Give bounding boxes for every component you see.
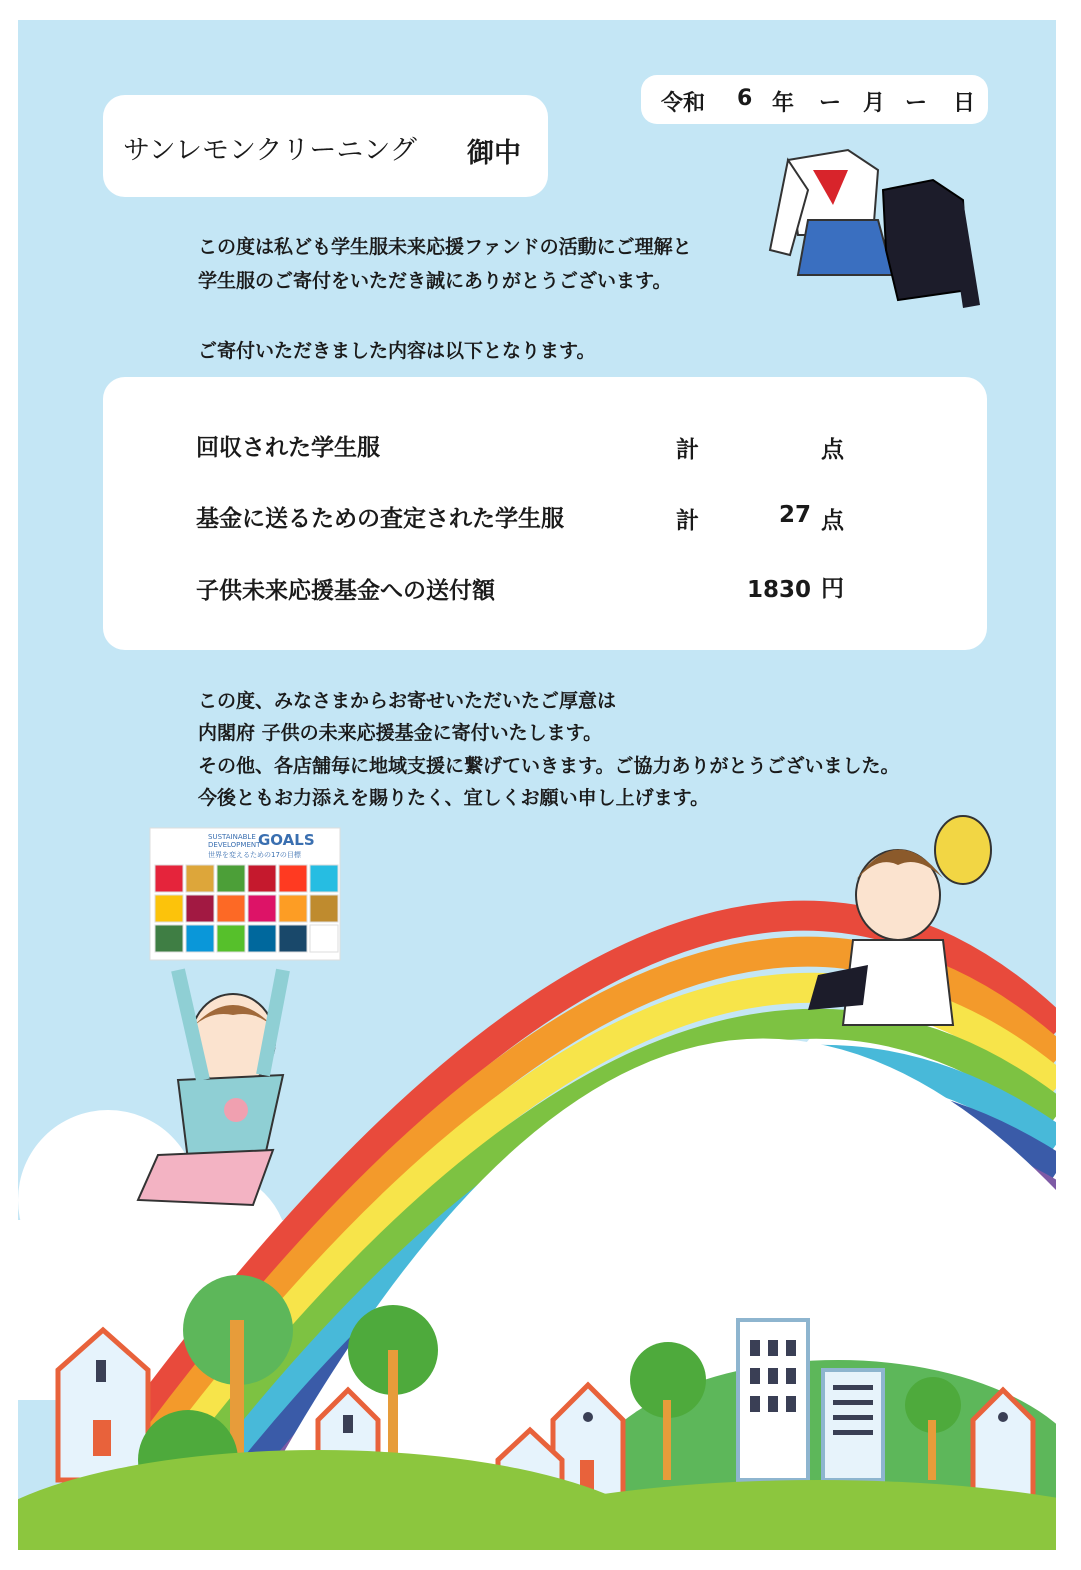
sdg-goal-tile: [155, 865, 183, 892]
sdgs-title-line2: DEVELOPMENT: [208, 841, 261, 849]
summary-row-value: 1830: [746, 577, 811, 603]
summary-row-unit: 点: [821, 437, 844, 463]
date-year-unit: 年: [772, 91, 795, 116]
sdg-goal-tile: [310, 925, 338, 952]
sdg-goal-tile: [186, 865, 214, 892]
school-uniform-illustration: [770, 150, 980, 308]
intro-line-2: 学生服のご寄付をいただき誠にありがとうございます。: [198, 270, 672, 292]
summary-box: [103, 377, 987, 650]
certificate-sheet: [18, 20, 1056, 1550]
summary-row-unit: 円: [821, 576, 844, 602]
sdg-goal-tile: [248, 865, 276, 892]
sdgs-goals: GOALS: [258, 831, 315, 849]
summary-row-prefix: 計: [676, 508, 699, 534]
date-day: ー: [905, 91, 928, 116]
sdg-goal-tile: [155, 895, 183, 922]
sdg-goal-tile: [217, 895, 245, 922]
sdg-goal-tile: [279, 925, 307, 952]
date-era: 令和: [661, 91, 706, 116]
summary-row-prefix: 計: [676, 437, 699, 463]
date-box: [641, 75, 988, 124]
summary-row-unit: 点: [821, 508, 844, 534]
intro-line-1: この度は私ども学生服未来応援ファンドの活動にご理解と: [198, 236, 692, 258]
closing-line-2: 内閣府 子供の未来応援基金に寄付いたします。: [198, 722, 603, 744]
girl-illustration: [138, 970, 283, 1205]
date-month-unit: 月: [863, 91, 886, 116]
date-day-unit: 日: [953, 91, 976, 116]
summary-row-label: 回収された学生服: [196, 435, 380, 461]
sdg-goal-tile: [217, 925, 245, 952]
date-year: 6: [737, 86, 753, 111]
addressee-name: サンレモンクリーニング: [123, 135, 417, 166]
summary-row-label: 基金に送るための査定された学生服: [196, 506, 564, 532]
closing-line-1: この度、みなさまからお寄せいただいたご厚意は: [198, 690, 617, 712]
addressee-box: [103, 95, 548, 197]
sdg-goal-tile: [155, 925, 183, 952]
sdgs-subtitle: 世界を変えるための17の目標: [208, 851, 301, 859]
sdg-goal-tile: [186, 925, 214, 952]
sdg-goal-tile: [248, 925, 276, 952]
summary-row-value: 27: [778, 502, 811, 528]
closing-line-4: 今後ともお力添えを賜りたく、宜しくお願い申し上げます。: [198, 787, 710, 809]
summary-row-label: 子供未来応援基金への送付額: [196, 578, 495, 604]
intro-line-3: ご寄付いただきました内容は以下となります。: [198, 340, 596, 362]
sdgs-title: [208, 833, 260, 849]
closing-line-3: その他、各店舗毎に地域支援に繋げていきます。ご協力ありがとうございました。: [198, 755, 900, 777]
sdg-goal-tile: [217, 865, 245, 892]
sdg-goal-tile: [279, 895, 307, 922]
sdg-goal-tile: [310, 865, 338, 892]
sdg-goal-tile: [248, 895, 276, 922]
sdg-goal-tile: [279, 865, 307, 892]
date-month: ー: [819, 91, 842, 116]
sdg-goal-tile: [310, 895, 338, 922]
sdgs-title-line1: SUSTAINABLE: [208, 833, 256, 841]
sdg-goal-tile: [186, 895, 214, 922]
addressee-honorific: 御中: [467, 138, 521, 169]
